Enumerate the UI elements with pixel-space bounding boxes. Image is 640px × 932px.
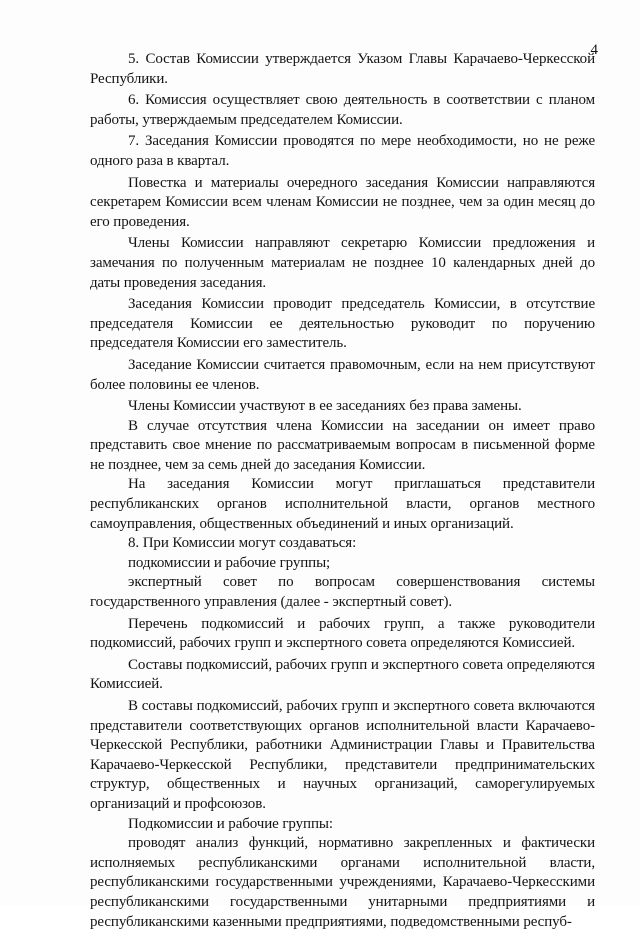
document-body — [90, 50, 595, 932]
paragraph-work-plan: 6. Комиссия осуществляет свою деятельность в соответствии с планом работы, утверждаемым председателем Комиссии. — [90, 92, 595, 128]
paragraph-subunits-members: В составы подкомиссий, рабочих групп и экспертного совета включаются представители соответствующих органов исполнительной власти Карачаево-Черкесской Республики, работники Администрации Главы и Правительства Карачаево-Черкесской Республики, представители предпринимательских структур, общественных и научных организаций, саморегулируемых организаций и профсоюзов. — [90, 698, 595, 812]
page-number: 4 — [590, 42, 598, 58]
paragraph-functions-analysis: проводят анализ функций, нормативно закрепленных и фактически исполняемых республиканскими органами исполнительной власти, республиканскими государственными учреждениями, Карачаево-Черкесскими республиканскими государственными унитарными предприятиями и республиканскими казенными предприятиями, подведомственными респуб- — [90, 835, 595, 930]
paragraph-agenda: Повестка и материалы очередного заседания Комиссии направляются секретарем Комиссии всем членам Комиссии не позднее, чем за один месяц до его проведения. — [90, 174, 595, 230]
paragraph-meeting-frequency: 7. Заседания Комиссии проводятся по мере необходимости, но не реже одного раза в квартал. — [90, 133, 595, 169]
list-item-expert-council: экспертный совет по вопросам совершенствования системы государственного управления (далее - экспертный совет). — [90, 574, 595, 611]
paragraph-subunits-composition: Составы подкомиссий, рабочих групп и экспертного совета определяются Комиссией. — [90, 656, 595, 693]
paragraph-subunits-intro: 8. При Комиссии могут создаваться: — [128, 535, 357, 552]
paragraph-no-substitution: Члены Комиссии участвуют в ее заседаниях без права замены. — [128, 398, 522, 415]
paragraph-invited-representatives: На заседания Комиссии могут приглашаться представители республиканских органов исполнительной власти, органов местного самоуправления, общественных объединений и иных организаций. — [90, 476, 595, 532]
paragraph-commission-composition: 5. Состав Комиссии утверждается Указом Главы Карачаево-Черкесской Республики. — [90, 51, 595, 87]
paragraph-member-proposals: Члены Комиссии направляют секретарю Комиссии предложения и замечания по полученным материалам не позднее 10 календарных дней до даты проведения заседания. — [90, 235, 595, 291]
paragraph-written-opinion: В случае отсутствия члена Комиссии на заседании он имеет право представить свое мнение по рассматриваемым вопросам в письменной форме не позднее, чем за семь дней до заседания Комиссии. — [90, 417, 595, 473]
paragraph-chair: Заседания Комиссии проводит председатель Комиссии, в отсутствие председателя Комиссии ее деятельностью руководит по поручению председателя Комиссии его заместитель. — [90, 296, 595, 352]
paragraph-subunits-functions-intro: Подкомиссии и рабочие группы: — [128, 815, 333, 832]
paragraph-quorum: Заседание Комиссии считается правомочным, если на нем присутствуют более половины ее членов. — [90, 356, 595, 393]
list-item-subcommissions: подкомиссии и рабочие группы; — [128, 554, 331, 571]
paragraph-subunits-list: Перечень подкомиссий и рабочих групп, а также руководители подкомиссий, рабочих групп и экспертного совета определяются Комиссией. — [90, 615, 595, 652]
